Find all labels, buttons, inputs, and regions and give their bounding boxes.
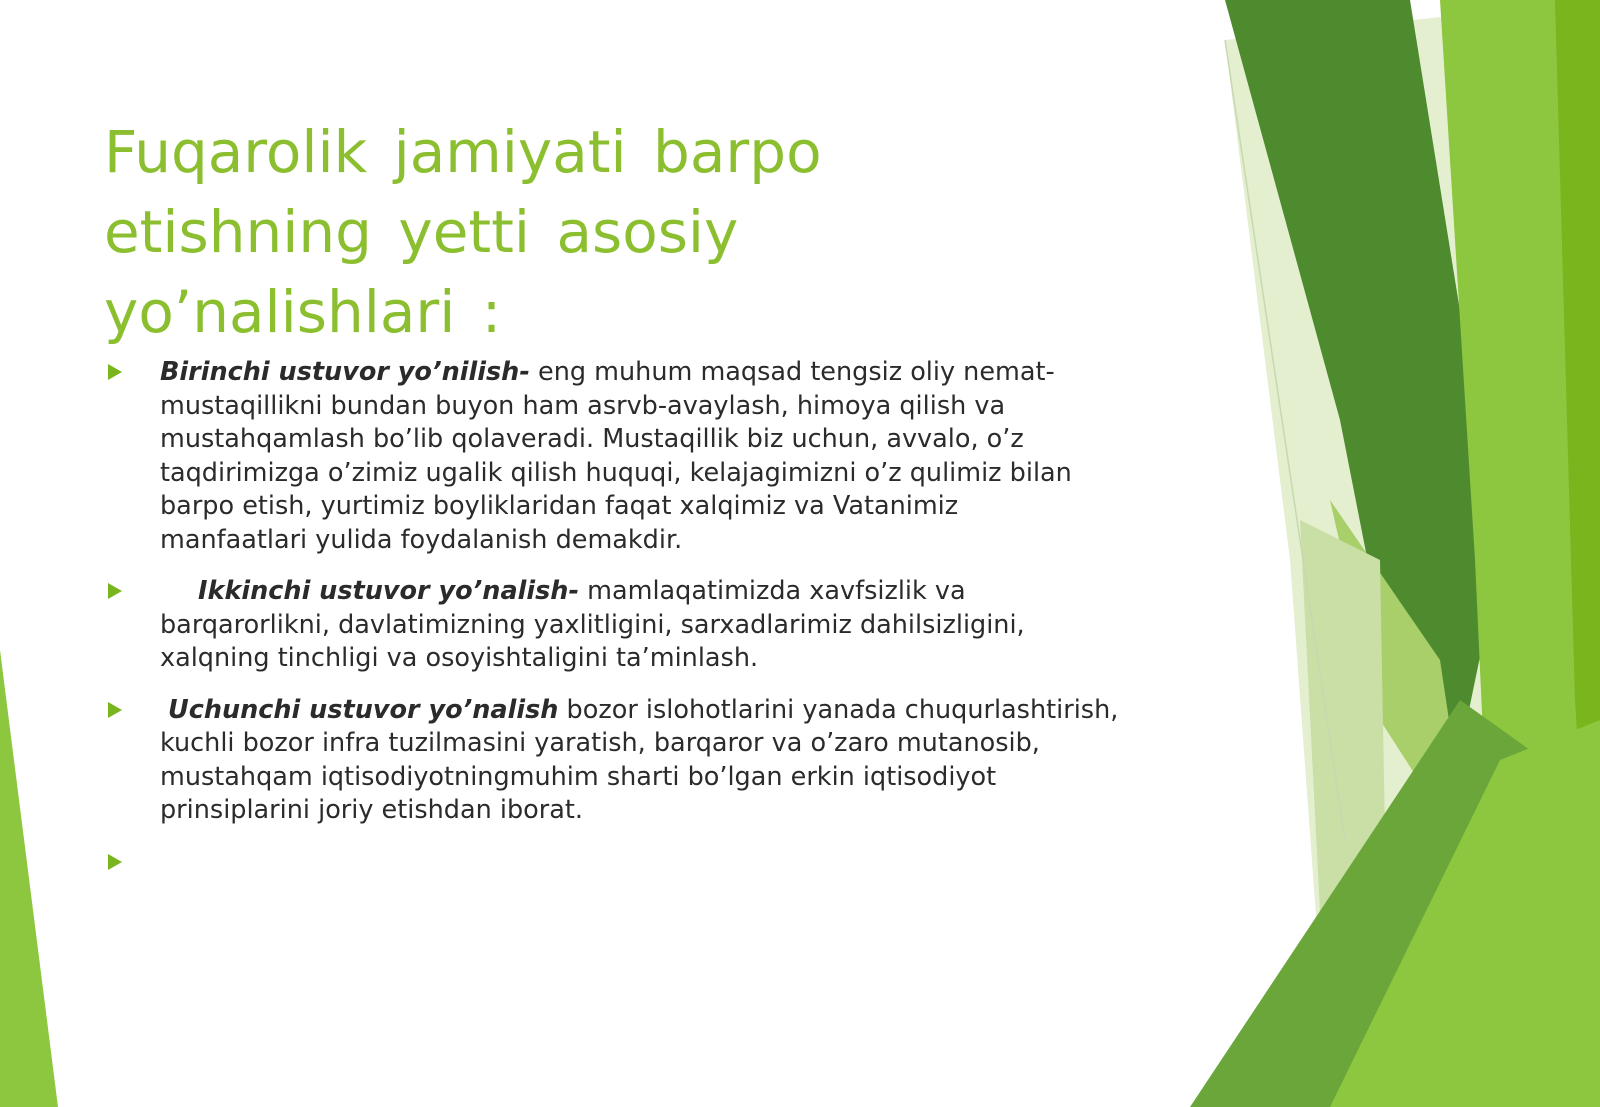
bullet-lead: Birinchi ustuvor yo’nilish- — [160, 357, 530, 387]
bullet-line: mustaqillikni bundan buyon ham asrvb-avaylash, himoya qilish va — [160, 390, 1006, 421]
bullet-item-third — [104, 694, 1194, 828]
bullet-list — [104, 356, 1194, 898]
title-line: etishning yetti asosiy — [104, 198, 739, 266]
bullet-line — [160, 356, 1194, 390]
bullet-line: manfaatlari yulida foydalanish demakdir. — [160, 524, 683, 555]
bullet-line: kuchli bozor infra tuzilmasini yaratish, barqaror va o’zaro mutanosib, — [160, 728, 1040, 758]
left-edge-stripe — [0, 650, 58, 1107]
slide-title — [104, 112, 924, 352]
bullet-arrow-icon — [108, 702, 122, 718]
bullet-line — [160, 575, 1194, 609]
bullet-lead: Ikkinchi ustuvor yo’nalish- — [198, 576, 580, 606]
bullet-text: bozor islohotlarini yanada chuqurlashtirish, — [558, 694, 1119, 725]
bullet-arrow-icon — [108, 854, 122, 870]
bullet-lead: Uchunchi ustuvor yo’nalish — [168, 694, 559, 725]
bullet-line: mustahqam iqtisodiyotningmuhim sharti bo’lgan erkin iqtisodiyot — [160, 761, 997, 792]
bullet-line: barqarorlikni, davlatimizning yaxlitligini, sarxadlarimiz dahilsizligini, — [160, 609, 1025, 640]
bullet-text: eng muhum maqsad tengsiz oliy nemat- — [529, 357, 1055, 387]
bullet-line: xalqning tinchligi va osoyishtaligini ta’minlash. — [160, 643, 759, 673]
title-line: yo’nalishlari : — [104, 278, 502, 346]
bullet-arrow-icon — [108, 583, 122, 599]
bullet-item-second — [104, 575, 1194, 676]
bullet-arrow-icon — [108, 364, 122, 380]
bullet-line — [160, 694, 1194, 728]
bullet-text: mamlaqatimizda xavfsizlik va — [579, 576, 966, 606]
bullet-item-first — [104, 356, 1194, 557]
title-line: Fuqarolik jamiyati barpo — [104, 118, 822, 186]
bullet-line: mustahqamlash bo’lib qolaveradi. Mustaqillik biz uchun, avvalo, o’z — [160, 424, 1024, 454]
bullet-line: taqdirimizga o’zimiz ugalik qilish huquqi, kelajagimizni o’z qulimiz bilan — [160, 457, 1072, 488]
bullet-item-empty — [104, 846, 1194, 880]
bullet-line: barpo etish, yurtimiz boyliklaridan faqat xalqimiz va Vatanimiz — [160, 491, 959, 521]
bullet-line: prinsiplarini joriy etishdan iborat. — [160, 795, 583, 825]
